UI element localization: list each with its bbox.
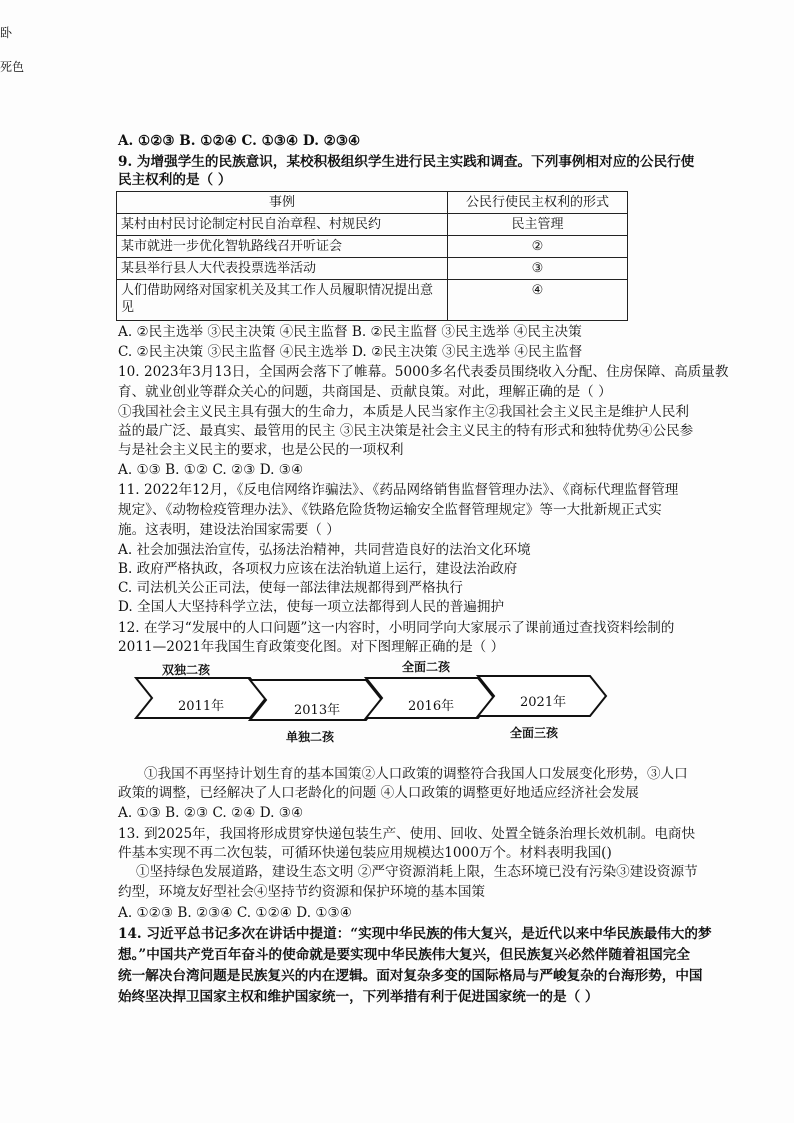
q14-line-3: 统一解决台湾问题是民族复兴的内在逻辑。面对复杂多变的国际格局与严峻复杂的台海形势，中国 [118,968,703,984]
q9-row3-form: ③ [447,258,627,280]
q12-line-2: 2011—2021年我国生育政策变化图。对下图理解正确的是（ ） [118,639,505,655]
q11-line-1: 11. 2022年12月，《反电信网络诈骗法》、《药品网络销售监督管理办法》、《商标代理监督管理 [118,482,679,498]
q9-row1-form: 民主管理 [447,214,627,236]
q12-options: A. ①③ B. ②③ C. ②④ D. ③④ [118,805,304,821]
q14-line-1: 14. 习近平总书记多次在讲话中提道：“实现中华民族的伟大复兴，是近代以来中华民族最伟大的梦 [118,926,712,942]
q10-options: A. ①③ B. ①② C. ②③ D. ③④ [118,462,304,478]
margin-fragment-bottom: 死色 [0,60,25,74]
q11-line-3: 施。这表明，建设法治国家需要（ ） [118,522,340,538]
q13-line-1: 13. 到2025年，我国将形成贯穿快递包装生产、使用、回收、处置全链条治理长效机制。电商快 [118,826,696,842]
timeline-year-2013: 2013年 [294,703,341,718]
q12-line-4: 政策的调整，已经解决了人口老龄化的问题 ④人口政策的调整更好地适应经济社会发展 [118,785,639,801]
q13-line-4: 约型，环境友好型社会④坚持节约资源和保护环境的基本国策 [118,884,486,900]
q9-row1-case: 某村由村民讨论制定村民自治章程、村规民约 [117,214,448,236]
q10-line-1: 10. 2023年3月13日，全国两会落下了帷幕。5000多名代表委员围绕收入分配、住房保障、高质量教 [118,364,729,380]
q8-options: A. ①②③ B. ①②④ C. ①③④ D. ②③④ [118,133,361,149]
label-double-only-two-child: 双独二孩 [162,663,211,677]
q11-line-2: 规定》、《动物检疫管理办法》、《铁路危险货物运输安全监督管理规定》等一大批新规正式实 [118,502,662,518]
label-single-only-two-child: 单独二孩 [286,730,335,744]
q13-line-2: 件基本实现不再二次包装，可循环快递包装应用规模达1000万个。材料表明我国() [118,845,612,861]
q11-option-b: B. 政府严格执政，各项权力应该在法治轨道上运行，建设法治政府 [118,561,518,577]
q9-header-form: 公民行使民主权利的形式 [447,192,627,214]
table-row [117,236,628,258]
timeline-year-2016: 2016年 [408,699,455,714]
table-row [117,258,628,280]
label-universal-three-child: 全面三孩 [510,726,559,740]
q10-line-3: ①我国社会主义民主具有强大的生命力，本质是人民当家作主②我国社会主义民主是维护人民利 [118,404,689,420]
q11-option-d: D. 全国人大坚持科学立法，使每一项立法都得到人民的普遍拥护 [118,599,505,615]
timeline-year-2021: 2021年 [520,695,567,710]
q9-stem-line-1: 9. 为增强学生的民族意识，某校积极组织学生进行民主实践和调查。下列事例相对应的公民行使 [118,154,695,170]
q9-options-ab: A. ②民主选举 ③民主决策 ④民主监督 B. ②民主监督 ③民主选举 ④民主决策 [118,324,582,340]
q12-line-3: ①我国不再坚持计划生育的基本国策②人口政策的调整符合我国人口发展变化形势，③人口 [144,766,688,782]
q9-row3-case: 某县举行县人大代表投票选举活动 [117,258,448,280]
q14-line-4: 始终坚决捍卫国家主权和维护国家统一，下列举措有利于促进国家统一的是（ ） [118,989,599,1005]
q12-line-1: 12. 在学习“发展中的人口问题”这一内容时，小明同学向大家展示了课前通过查找资料绘制的 [118,620,675,636]
q14-line-2: 想。”中国共产党百年奋斗的使命就是要实现中华民族伟大复兴，但民族复兴必然伴随着祖国完全 [118,947,690,963]
q9-stem-line-2: 民主权利的是（ ） [118,172,232,188]
margin-fragment-top: 卧 [0,26,13,40]
label-universal-two-child: 全面二孩 [402,660,451,674]
q9-options-cd: C. ②民主决策 ③民主监督 ④民主选举 D. ②民主决策 ③民主选举 ④民主监督 [118,344,583,360]
q9-table-header [117,192,628,214]
q13-line-3: ①坚持绿色发展道路，建设生态文明 ②严守资源消耗上限，生态环境已没有污染③建设资源节 [136,864,698,880]
q10-line-5: 与是社会主义民主的要求，也是公民的一项权利 [118,442,404,458]
table-row [117,280,628,321]
q9-header-case: 事例 [117,192,448,214]
table-row [117,214,628,236]
q10-line-4: 益的最广泛、最真实、最管用的民主 ③民主决策是社会主义民主的特有形式和独特优势④公民参 [118,423,694,439]
q11-option-a: A. 社会加强法治宣传，弘扬法治精神，共同营造良好的法治文化环境 [118,542,531,558]
timeline-year-2011: 2011年 [178,699,225,714]
q13-options: A. ①②③ B. ②③④ C. ①②④ D. ①③④ [118,905,352,921]
q11-option-c: C. 司法机关公正司法，使每一部法律法规都得到严格执行 [118,580,463,596]
q9-row4-form: ④ [447,280,627,321]
q9-table [116,191,628,321]
q9-row2-case: 某市就进一步优化智轨路线召开听证会 [117,236,448,258]
q10-line-2: 育、就业创业等群众关心的问题，共商国是、贡献良策。对此，理解正确的是（ ） [118,384,612,400]
q9-row4-case: 人们借助网络对国家机关及其工作人员履职情况提出意见 [117,280,448,321]
q9-row2-form: ② [447,236,627,258]
